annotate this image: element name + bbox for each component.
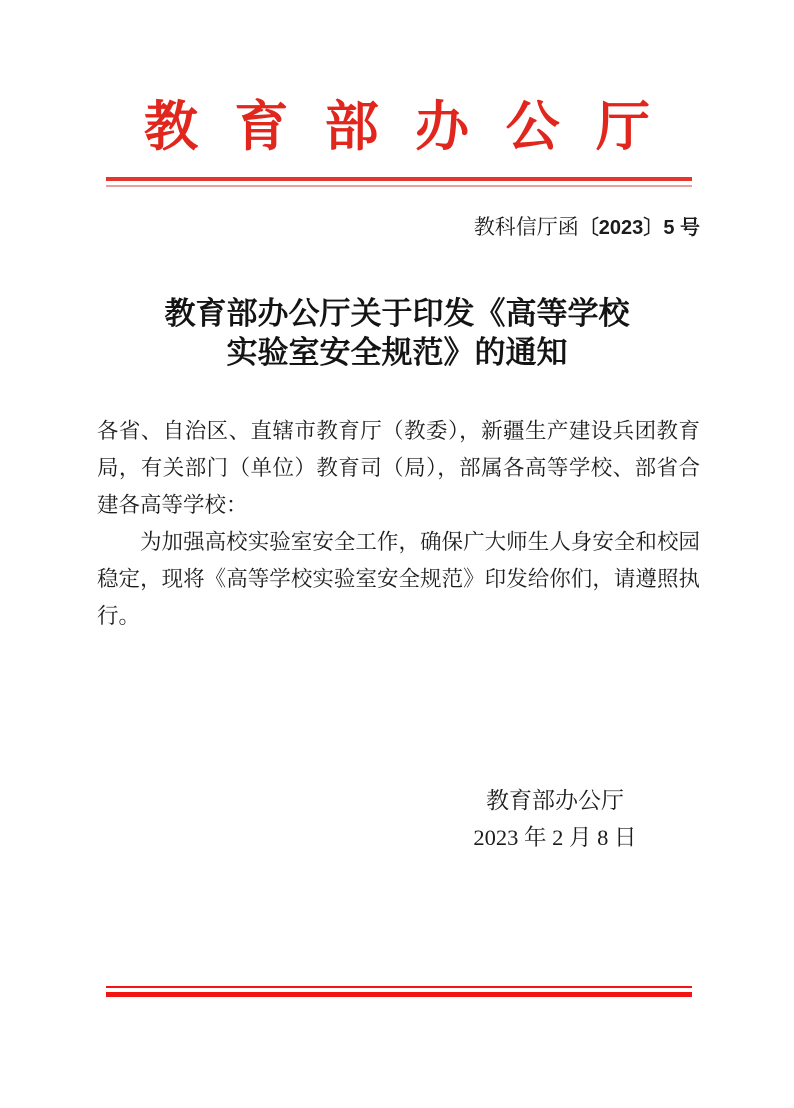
agency-char: 办 — [415, 97, 470, 157]
signature-date: 2023 年 2 月 8 日 — [473, 825, 637, 850]
signer-name: 教育部办公厅 — [486, 788, 624, 813]
agency-char: 公 — [505, 97, 560, 157]
doc-number-prefix: 教科信厅函 — [473, 215, 579, 239]
agency-char: 厅 — [595, 97, 650, 157]
document-title-line1: 教育部办公厅关于印发《高等学校 — [164, 296, 630, 331]
header-rule-thin — [106, 185, 692, 187]
doc-number — [474, 213, 700, 242]
header-rule-thick — [106, 177, 692, 181]
document-title-line2: 实验室安全规范》的通知 — [226, 335, 568, 370]
document-title — [0, 294, 794, 372]
agency-char: 育 — [234, 97, 289, 157]
footer-rule-thick — [106, 992, 692, 997]
body-paragraph: 为加强高校实验室安全工作，确保广大师生人身安全和校园稳定，现将《高等学校实验室安全规范》印发给你们，请遵照执行。 — [97, 530, 700, 628]
agency-header — [144, 92, 650, 162]
doc-number-issue: 〔2023〕 — [578, 217, 664, 239]
document-body — [97, 413, 700, 635]
salutation: 各省、自治区、直辖市教育厅（教委），新疆生产建设兵团教育局，有关部门（单位）教育司（局），部属各高等学校、部省合建各高等学校： — [97, 419, 700, 517]
footer-rule-thin — [106, 986, 692, 988]
signature-block — [430, 789, 680, 850]
agency-char: 教 — [144, 97, 198, 157]
agency-char: 部 — [324, 97, 379, 157]
doc-number-value: 5 号 — [663, 217, 700, 239]
